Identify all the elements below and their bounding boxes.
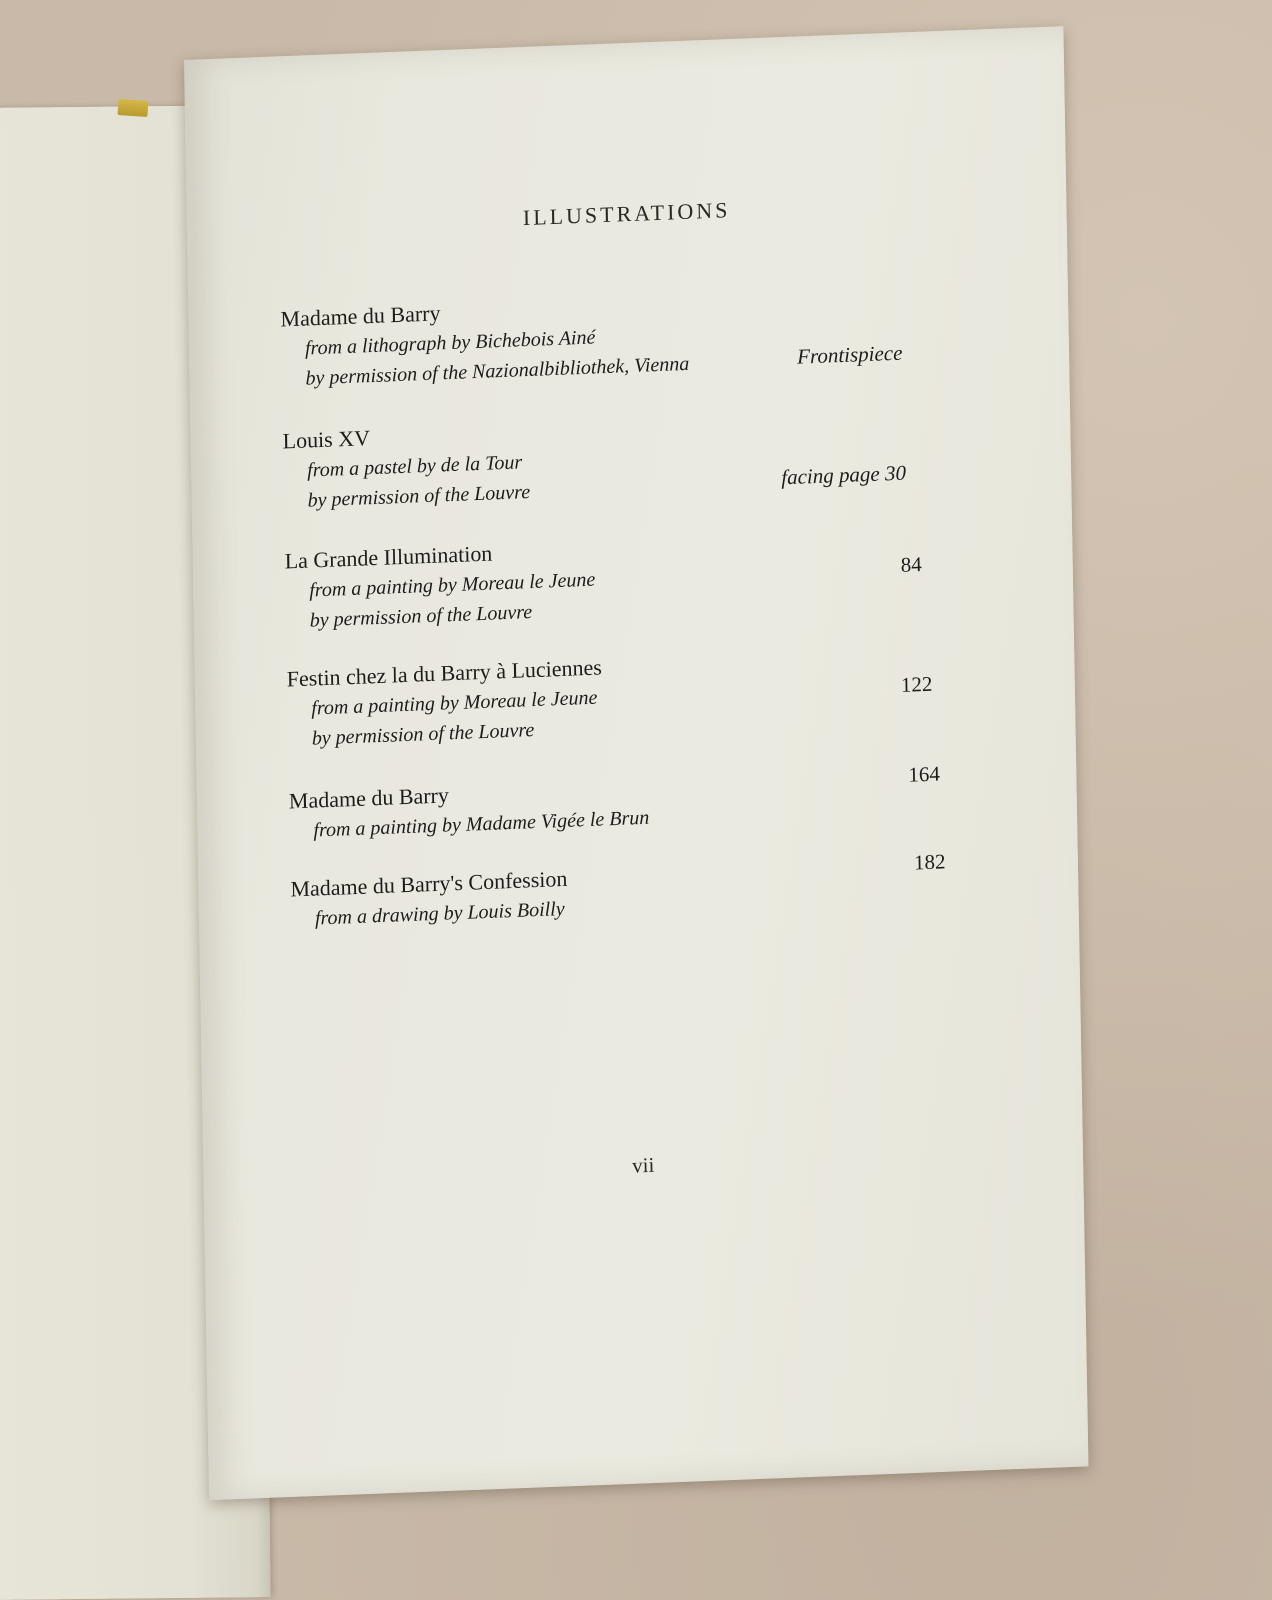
entry-title: La Grande Illumination: [284, 540, 493, 574]
entry-source: from a lithograph by Bichebois Ainé: [304, 326, 596, 360]
entry-title: Madame du Barry: [288, 782, 450, 814]
entry-permission: by permission of the Louvre: [311, 719, 535, 750]
entry-page: 122: [900, 671, 933, 697]
illustration-entry: [287, 638, 988, 755]
illustration-entry: [290, 848, 991, 935]
entry-page: 84: [900, 552, 922, 577]
illustration-entry: [284, 520, 985, 637]
entry-permission: by permission of the Nazionalbibliothek, Vienna: [305, 352, 690, 390]
entry-page: Frontispiece: [796, 340, 903, 369]
entry-source: from a painting by Moreau le Jeune: [311, 686, 598, 720]
illustration-entry: [282, 400, 983, 517]
entry-source: from a painting by Moreau le Jeune: [309, 568, 596, 602]
page-content: [184, 26, 1088, 1500]
entry-page: facing page 30: [781, 460, 907, 490]
book-binding: [117, 99, 148, 117]
entry-page: 182: [913, 849, 946, 875]
entry-title: Festin chez la du Barry à Luciennes: [286, 654, 603, 692]
entry-source: from a drawing by Louis Boilly: [314, 898, 565, 930]
entry-title: Madame du Barry's Confession: [290, 865, 568, 902]
page-number: vii: [631, 1152, 655, 1178]
entry-title: Madame du Barry: [280, 300, 441, 332]
entry-source: from a pastel by de la Tour: [306, 451, 523, 482]
entry-source: from a painting by Madame Vigée le Brun: [313, 806, 650, 842]
illustration-entry: [289, 760, 990, 847]
right-page: [184, 26, 1088, 1500]
entry-permission: by permission of the Louvre: [307, 481, 531, 512]
entry-title: Louis XV: [282, 425, 371, 454]
page-heading: ILLUSTRATIONS: [522, 197, 731, 231]
entry-page: 164: [908, 761, 941, 787]
entry-permission: by permission of the Louvre: [309, 601, 533, 632]
illustration-entry: [280, 278, 981, 395]
